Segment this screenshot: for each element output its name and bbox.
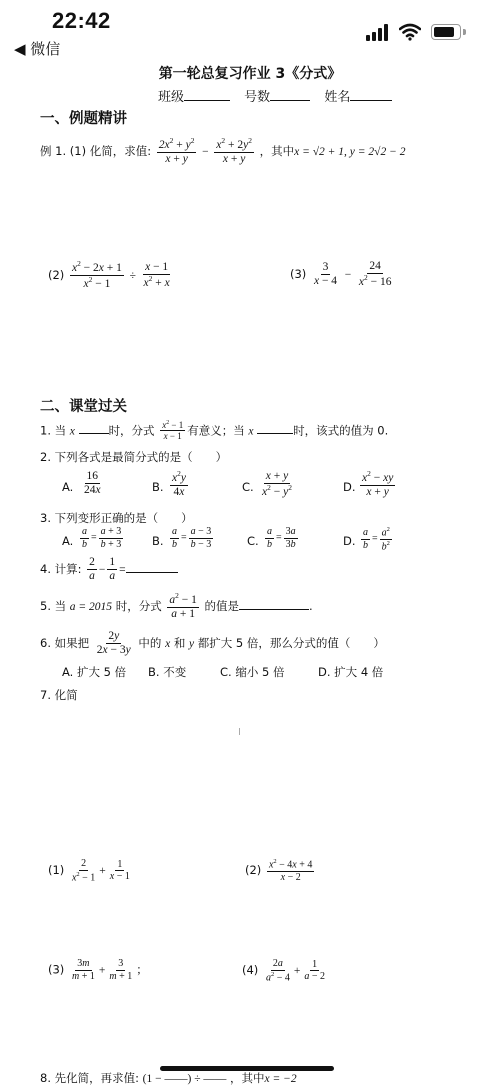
item-label: (3) xyxy=(48,962,65,977)
option-c-label: C. xyxy=(242,480,254,494)
number-blank xyxy=(270,88,310,101)
fraction: $\frac{1}{a}$ xyxy=(109,556,116,583)
q8-text-a: 8. 先化简，再求值: xyxy=(40,1071,140,1085)
question-2: 2. 下列各式是最简分式的是（ ） xyxy=(40,450,228,464)
name-label: 姓名 xyxy=(324,90,351,105)
item-label: (4) xyxy=(242,963,259,978)
fraction: $\frac{x^2 + 2y^2}{x + y}$ xyxy=(216,136,252,166)
q1-text-c: 有意义；当 xyxy=(187,423,245,438)
item-label: (2) xyxy=(245,863,262,878)
item-label: (1) xyxy=(48,863,65,878)
fraction: $\frac{x^2 - xy}{x + y}$ xyxy=(362,469,394,499)
q4-text: 4. 计算: xyxy=(40,562,82,577)
q1-text-a: 1. 当 xyxy=(40,423,67,438)
fraction: $\frac{3}{x - 4}$ xyxy=(313,260,338,288)
question-4: 4. 计算: $\frac{2}{a}$ − $\frac{1}{a}$ = xyxy=(40,556,178,583)
q8-text-b: ，其中 xyxy=(230,1071,265,1085)
fraction: $\frac{a - 3}{b - 3}$ xyxy=(190,526,212,550)
option-a: A. 扩大 5 倍 xyxy=(62,665,127,679)
condition-prefix: ，其中 xyxy=(259,144,295,159)
item-label: (2) xyxy=(48,268,65,283)
q5-text-b: 时，分式 xyxy=(115,599,162,614)
class-label: 班级 xyxy=(158,90,185,105)
option-b-label: B. xyxy=(152,534,164,548)
fraction: $\frac{3m}{m + 1}$ xyxy=(71,958,95,982)
fraction: $\frac{a}{b}$ xyxy=(172,526,177,550)
q5-text-a: 5. 当 xyxy=(40,599,67,614)
battery-cap xyxy=(463,29,466,35)
example1-1: 例 1. (1) 化简，求值: $\frac{2x^2 + y^2}{x + y}$ − $\frac{x^2 + 2y^2}{x + y}$ ，其中x = √2 + 1, y = 2√2 − 2 xyxy=(40,136,406,166)
answer-blank xyxy=(126,561,178,573)
example1-2: (2) $\frac{x^2 - 2x + 1}{x^2 - 1}$ ÷ $\frac{x - 1}{x^2 + x}$ xyxy=(48,259,170,290)
fraction: $\frac{x^2 - 4x + 4}{x - 2}$ xyxy=(268,858,313,883)
battery-icon xyxy=(431,24,461,40)
wifi-icon xyxy=(399,23,421,41)
q5-text-c: 的值是 xyxy=(204,599,240,614)
fraction: $\frac{x^2 - 2x + 1}{x^2 - 1}$ xyxy=(71,259,122,290)
battery-level xyxy=(434,27,454,37)
fraction: $\frac{2a}{a^2 - 4}$ xyxy=(265,958,290,983)
fraction: $\frac{3a}{3b}$ xyxy=(285,526,296,550)
fraction: $\frac{a}{b}$ xyxy=(363,527,368,551)
question-8: 8. 先化简，再求值: (1 − ——) ÷ —— ，其中x = −2 xyxy=(40,1071,297,1085)
doc-title: 第一轮总复习作业 3《分式》 xyxy=(158,66,342,82)
fraction: $\frac{1}{x - 1}$ xyxy=(109,858,130,883)
question-7: 7. 化简 xyxy=(40,688,78,702)
question-7-2 xyxy=(245,858,316,883)
question-6: 6. 如果把 $\frac{2y}{2x - 3y}$ 中的 x 和 y 都扩大 5 倍，那么分式的值（ ） xyxy=(40,630,385,657)
fraction: $\frac{2x^2 + y^2}{x + y}$ xyxy=(158,136,195,166)
answer-blank xyxy=(239,598,309,610)
back-to-wechat-button[interactable]: ◀ 微信 xyxy=(14,40,61,58)
section2-heading: 二、课堂过关 xyxy=(40,399,127,415)
number-label: 号数 xyxy=(244,90,271,105)
question-7-1: (1) $\frac{2}{x^2 - 1}$ + $\frac{1}{x - 1}$ xyxy=(48,858,130,883)
fraction: $\frac{2}{x^2 - 1}$ xyxy=(71,858,96,883)
cellular-signal-icon xyxy=(366,24,392,41)
option-c: C. 缩小 5 倍 xyxy=(220,665,285,679)
option-c-label: C. xyxy=(247,534,259,548)
home-indicator[interactable] xyxy=(160,1066,334,1071)
fraction: $\frac{3}{m + 1}$ xyxy=(109,958,133,982)
q8-condition: x = −2 xyxy=(264,1073,297,1085)
item-label: (3) xyxy=(290,267,307,282)
option-d-label: D. xyxy=(343,534,356,548)
fraction: $\frac{x^2 - 1}{x - 1}$ xyxy=(162,420,184,442)
fraction: $\frac{x + y}{x^2 - y^2}$ xyxy=(262,470,292,499)
q6-text-b: 中的 xyxy=(138,636,162,651)
name-blank xyxy=(350,88,392,101)
question-3: 3. 下列变形正确的是（ ） xyxy=(40,511,193,525)
fraction: $\frac{a + 3}{b + 3}$ xyxy=(100,526,122,550)
fraction: $\frac{x - 1}{x^2 + x}$ xyxy=(143,260,170,289)
scan-mark xyxy=(239,728,240,735)
fraction: $\frac{2y}{2x - 3y}$ xyxy=(96,630,131,657)
section1-heading: 一、例题精讲 xyxy=(40,111,127,127)
option-a-label: A. xyxy=(62,480,74,494)
condition: x = √2 + 1, y = 2√2 − 2 xyxy=(294,146,406,159)
status-time: 22:42 xyxy=(52,8,111,33)
fraction: $\frac{a^2 - 1}{a + 1}$ xyxy=(169,591,197,621)
option-b-label: B. xyxy=(152,480,164,494)
answer-blank xyxy=(79,422,109,434)
fraction: $\frac{2}{a}$ xyxy=(89,556,95,583)
fraction: $\frac{x^2y}{4x}$ xyxy=(172,469,186,499)
example1-3: (3) $\frac{3}{x - 4}$ − $\frac{24}{x^2 - 16}$ xyxy=(290,260,392,289)
option-b: B. 不变 xyxy=(148,665,187,679)
option-d-label: D. xyxy=(343,480,356,494)
fraction: $\frac{24}{x^2 - 16}$ xyxy=(358,260,392,289)
fraction: $\frac{a}{b}$ xyxy=(267,526,272,550)
question-1: 1. 当 x 时，分式 $\frac{x^2 - 1}{x - 1}$ 有意义；当 x 时，该式的值为 0. xyxy=(40,420,389,442)
class-blank xyxy=(184,88,230,101)
question-7-3: (3) $\frac{3m}{m + 1}$ + $\frac{3}{m + 1}$ ； xyxy=(48,958,148,982)
q6-text-c: 都扩大 5 倍，那么分式的值（ ） xyxy=(197,636,385,651)
q5-condition: a = 2015 xyxy=(69,601,113,614)
answer-blank xyxy=(257,422,293,434)
fraction: $\frac{16}{24x}$ xyxy=(84,470,101,497)
q6-text-a: 6. 如果把 xyxy=(40,636,90,651)
fraction: $\frac{a^2}{b^2}$ xyxy=(381,526,390,553)
option-d: D. 扩大 4 倍 xyxy=(318,665,384,679)
question-5: 5. 当 a = 2015 时，分式 $\frac{a^2 - 1}{a + 1}$ 的值是 . xyxy=(40,591,313,621)
q1-text-d: 时，该式的值为 0. xyxy=(293,423,389,438)
question-7-4: (4) $\frac{2a}{a^2 - 4}$ + $\frac{1}{a - 2}$ xyxy=(242,958,325,983)
option-a-label: A. xyxy=(62,534,74,548)
student-info-row xyxy=(158,86,402,105)
example1-1-text: 例 1. (1) 化简，求值: xyxy=(40,144,152,159)
q1-text-b: 时，分式 xyxy=(108,423,155,438)
fraction: $\frac{a}{b}$ xyxy=(82,526,87,550)
fraction: $\frac{1}{a - 2}$ xyxy=(304,958,325,983)
